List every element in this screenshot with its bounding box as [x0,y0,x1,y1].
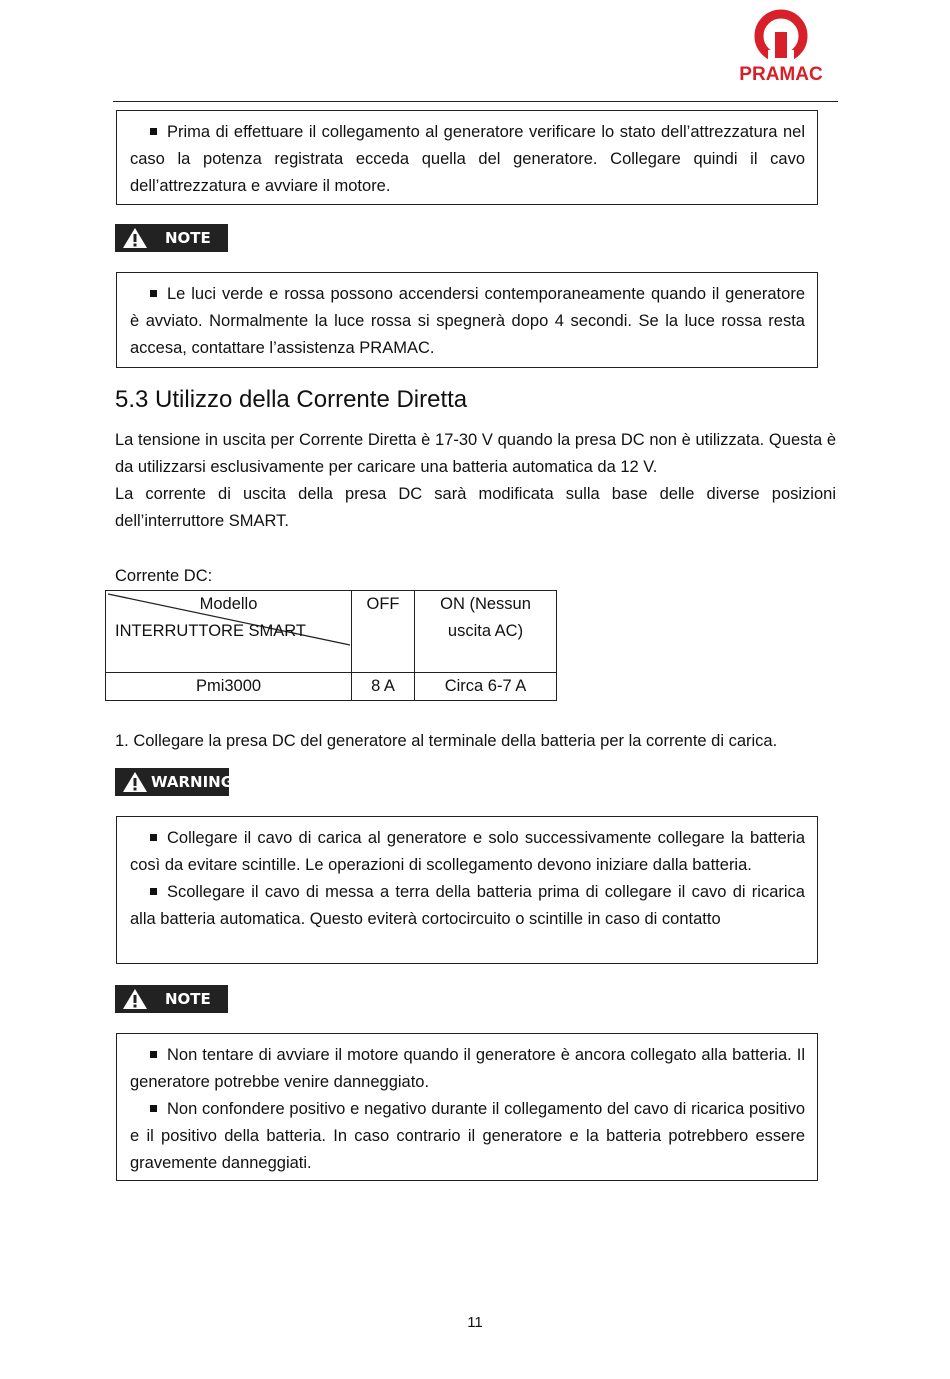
note-label: NOTE [165,229,211,247]
warning-badge [115,768,234,796]
step-1: 1. Collegare la presa DC del generatore al terminale della batteria per la corrente di carica. [115,732,778,750]
bullet-icon [150,1051,157,1058]
note-item [130,1096,805,1177]
note-label: NOTE [165,990,211,1008]
page-number: 11 [467,1314,483,1331]
note-badge [115,224,228,252]
warning-triangle-icon [122,771,148,793]
info-item [130,119,805,200]
pramac-logo-mark [722,6,840,86]
info-box-connection [116,110,818,205]
note-item-text: Non tentare di avviare il motore quando il generatore è ancora collegato alla batteria. Il generatore potrebbe venire danneggiato. [130,1046,805,1091]
cell-off: 8 A [352,673,415,701]
section-heading: 5.3 Utilizzo della Corrente Diretta [115,386,468,413]
warning-box [116,816,818,964]
pramac-logo-text: PRAMAC [739,64,823,85]
header-off: OFF [352,591,415,673]
header-smart-switch: INTERRUTTORE SMART [115,622,306,640]
cell-model: Pmi3000 [106,673,352,701]
bullet-icon [150,128,157,135]
bullet-icon [150,1105,157,1112]
note-item [130,1042,805,1096]
dc-current-table [105,590,557,701]
note-box-battery [116,1033,818,1181]
warning-item [130,825,805,879]
warning-item-text: Collegare il cavo di carica al generatore e solo successivamente collegare la batteria così da evitare scintille. Le operazioni di scollegamento devono iniziare dalla batteria. [130,829,805,874]
header-on-text: ON (Nessun uscita AC) [440,595,531,640]
bullet-icon [150,290,157,297]
warning-item-text: Scollegare il cavo di messa a terra della batteria prima di collegare il cavo di ricarica alla batteria automatica. Questo eviterà cortocircuito o scintille in caso di contatto [130,883,805,928]
info-item [130,281,805,362]
info-item-text: Le luci verde e rossa possono accendersi contemporaneamente quando il generatore è avviato. Normalmente la luce rossa si spegnerà dopo 4 secondi. Se la luce rossa resta accesa, contattare l’assistenza PRAMAC. [130,285,805,357]
table-header-diagonal-cell [106,591,352,673]
note-item-text: Non confondere positivo e negativo durante il collegamento del cavo di ricarica positivo e il positivo della batteria. In caso contrario il generatore e la batteria potrebbero essere gravemente danneggiati. [130,1100,805,1172]
pramac-logo [722,6,840,86]
header-rule [113,101,838,102]
header-on [415,591,557,673]
bullet-icon [150,834,157,841]
info-item-text: Prima di effettuare il collegamento al generatore verificare lo stato dell’attrezzatura nel caso la potenza registrata ecceda quella del generatore. Collegare quindi il cavo dell’attrezzatura e avviare il motore. [130,123,805,195]
warning-triangle-icon [122,988,148,1010]
note-badge [115,985,228,1013]
table-caption: Corrente DC: [115,567,213,585]
bullet-icon [150,888,157,895]
info-box-lights [116,272,818,368]
warning-triangle-icon [122,227,148,249]
header-model: Modello [199,595,258,613]
cell-on: Circa 6-7 A [415,673,557,701]
warning-label: WARNING [151,773,234,791]
paragraph-current: La corrente di uscita della presa DC sarà modificata sulla base delle diverse posizioni dell’interruttore SMART. [115,485,836,530]
warning-item [130,879,805,933]
paragraph-voltage: La tensione in uscita per Corrente Diretta è 17-30 V quando la presa DC non è utilizzata. Questa è da utilizzarsi esclusivamente per caricare una batteria automatica da 12 V. [115,431,836,476]
